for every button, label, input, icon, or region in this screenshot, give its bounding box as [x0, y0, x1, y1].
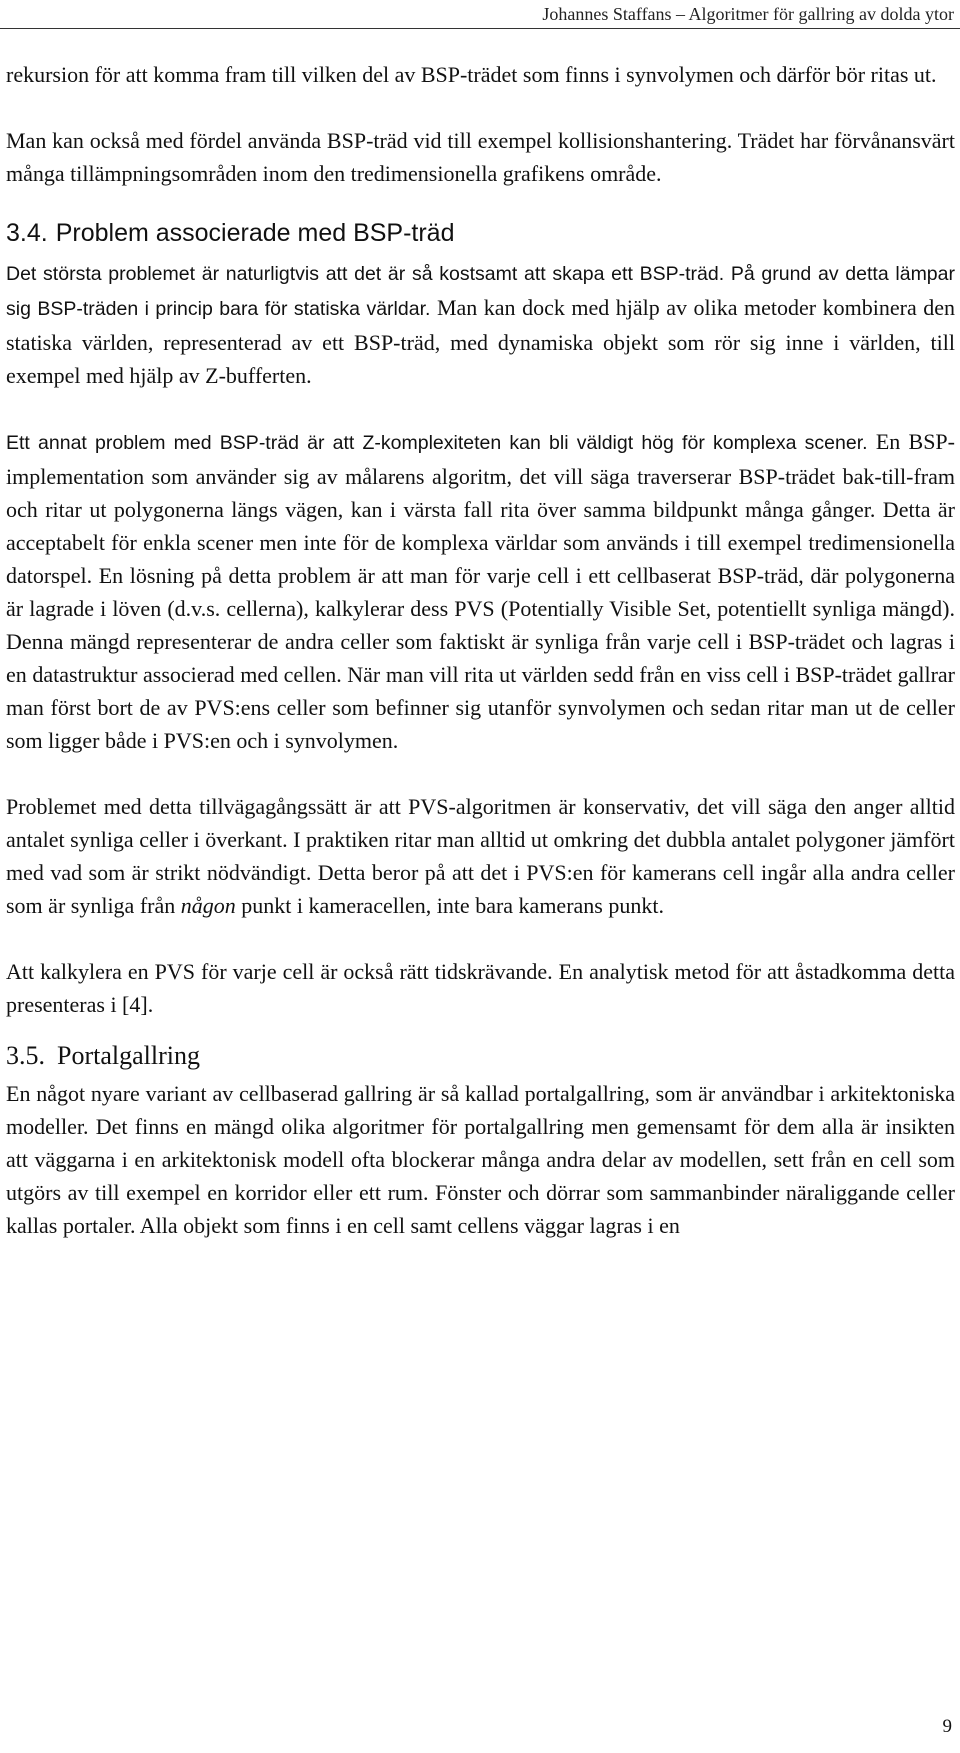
- paragraph-pvs-before: Problemet med detta tillvägagångssätt är att PVS-algoritmen är konservativ, det vill säga den anger alltid antalet synliga celler i överkant. I praktiken ritar man alltid ut omkring det dubbla antalet polygoner jämfört med vad som är strikt nödvändigt. Detta beror på att det i PVS:en för kamerans cell ingår alla andra celler som är synliga från: [6, 794, 955, 918]
- paragraph-pvs-conservative: [6, 790, 955, 922]
- paragraph-pvs-after: punkt i kameracellen, inte bara kamerans punkt.: [235, 893, 664, 918]
- section-title: Portalgallring: [57, 1041, 200, 1070]
- paragraph-bsp-cost-serif: Man kan dock med hjälp av olika metoder kombinera den statiska världen, representerad av ett BSP-träd, med dynamiska objekt som rör sig inne i världen, till exempel med hjälp av Z-bufferten.: [6, 295, 956, 388]
- paragraph-z-complexity-sans: Ett annat problem med BSP-träd är att Z-komplexiteten kan bli väldigt hög för komplexa scener.: [6, 432, 868, 454]
- page-body: [6, 58, 955, 1242]
- paragraph-pvs-calculation: Att kalkylera en PVS för varje cell är också rätt tidskrävande. En analytisk metod för att åstadkomma detta presenteras i [4].: [6, 959, 955, 1017]
- paragraph-bsp-applications: Man kan också med fördel använda BSP-träd vid till exempel kollisionshantering. Trädet har förvånansvärt många tillämpningsområden inom den tredimensionella grafikens område.: [6, 128, 955, 186]
- section-title: Problem associerade med BSP-träd: [55, 219, 455, 247]
- running-header: [0, 0, 960, 29]
- section-heading-3-5: [6, 1039, 955, 1073]
- page-number: 9: [942, 1716, 952, 1737]
- section-number: 3.4.: [6, 219, 48, 247]
- paragraph-z-complexity: [6, 425, 955, 757]
- paragraph-bsp-cost-sans: Det största problemet är naturligtvis att det är så kostsamt att skapa ett BSP-träd. På grund av detta lämpar sig BSP-träden i princip bara för statiska världar.: [6, 263, 955, 320]
- paragraph-bsp-cost: [6, 256, 955, 392]
- emphasis-nagon: någon: [180, 893, 236, 918]
- paragraph-z-complexity-serif: En BSP-implementation som använder sig av målarens algoritm, det vill säga traverserar BSP-trädet bak-till-fram och ritar ut polygonerna längs vägen, kan i värsta fall rita över samma bildpunkt många gånger. Detta är acceptabelt för enkla scener men inte för de komplexa världar som används i till exempel tredimensionella datorspel. En lösning på detta problem är att man för varje cell i ett cellbaserat BSP-träd, där polygonerna är lagrade i löven (d.v.s. cellerna), kalkylerar dess PVS (Potentially Visible Set, potentiellt synliga mängd). Denna mängd representerar de andra celler som faktiskt är synliga från varje cell i BSP-trädet och lagras i en datastruktur associerad med cellen. När man vill rita ut världen sedd från en viss cell i BSP-trädet gallrar man först bort de av PVS:ens celler som befinner sig utanför synvolymen och sedan ritar man ut de celler som ligger både i PVS:en och i synvolymen.: [6, 429, 955, 753]
- paragraph-bsp-recursion: rekursion för att komma fram till vilken del av BSP-trädet som finns i synvolymen och därför bör ritas ut.: [6, 62, 937, 87]
- paragraph-portal-culling: En något nyare variant av cellbaserad gallring är så kallad portalgallring, som är användbar i arkitektoniska modeller. Det finns en mängd olika algoritmer för portalgallring men gemensamt för dem alla är insikten att väggarna i en arkitektonisk modell ofta blockerar många andra delar av modellen, sett från en cell som utgörs av till exempel en korridor eller ett rum. Fönster och dörrar som sammanbinder näraliggande celler kallas portaler. Alla objekt som finns i en cell samt cellens väggar lagras i en: [6, 1081, 955, 1238]
- section-heading-3-4: [6, 216, 955, 250]
- running-header-title: Johannes Staffans – Algoritmer för gallring av dolda ytor: [542, 4, 954, 24]
- section-number: 3.5.: [6, 1041, 45, 1070]
